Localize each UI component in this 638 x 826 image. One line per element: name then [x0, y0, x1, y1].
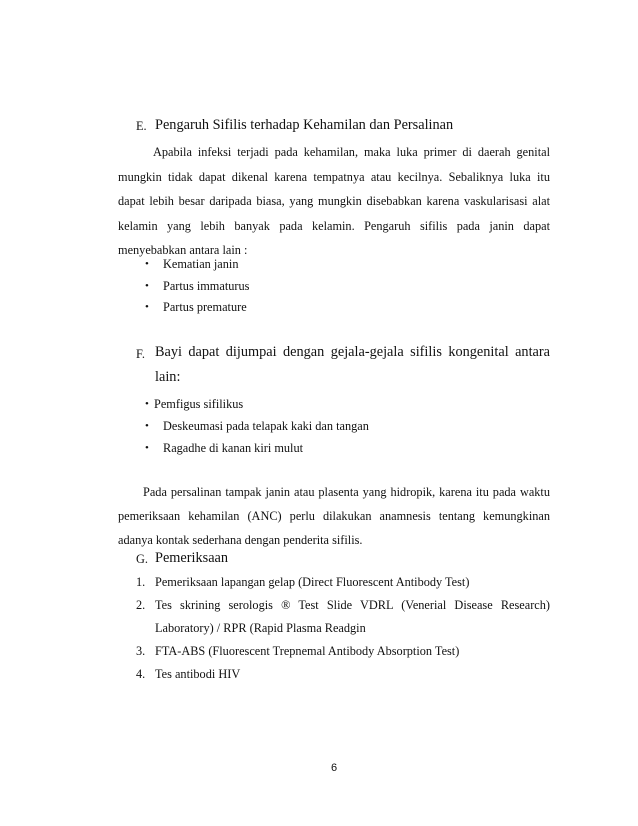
- bullet-icon: •: [145, 442, 149, 454]
- section-g-letter: G.: [136, 552, 148, 566]
- list-item: Ragadhe di kanan kiri mulut: [163, 441, 304, 455]
- list-item: Partus premature: [163, 300, 247, 314]
- list-item: Partus immaturus: [163, 279, 250, 293]
- bullet-icon: •: [145, 258, 149, 270]
- section-e-title: Pengaruh Sifilis terhadap Kehamilan dan Persalinan: [155, 117, 454, 133]
- section-e-letter: E.: [136, 119, 147, 133]
- section-g-title: Pemeriksaan: [155, 550, 229, 566]
- page-number: 6: [331, 762, 338, 774]
- bullet-icon: •: [145, 301, 149, 313]
- section-f-letter: F.: [136, 347, 145, 361]
- section-f-paragraph-line: pemeriksaan kehamilan (ANC) perlu dilakukan anamnesis tentang kemungkinan: [118, 509, 550, 523]
- section-f-paragraph-line: adanya kontak sederhana dengan penderita sifilis.: [118, 533, 363, 547]
- list-item: Pemfigus sifilikus: [154, 397, 244, 411]
- section-f-paragraph-line: Pada persalinan tampak janin atau plasenta yang hidropik, karena itu pada waktu: [143, 485, 550, 499]
- list-item: Kematian janin: [163, 257, 239, 271]
- numbered-item-text: FTA-ABS (Fluorescent Trepnemal Antibody Absorption Test): [155, 644, 460, 658]
- section-e-paragraph-line: menyebabkan antara lain :: [118, 243, 248, 257]
- section-f-title-line: lain:: [155, 369, 181, 385]
- section-f-title-line: Bayi dapat dijumpai dengan gejala-gejala sifilis kongenital antara: [155, 344, 550, 360]
- bullet-icon: •: [145, 398, 149, 410]
- numbered-item-text: Tes antibodi HIV: [155, 667, 241, 681]
- numbered-item-text: Tes skrining serologis ® Test Slide VDRL (Venerial Disease Research): [155, 598, 550, 612]
- bullet-icon: •: [145, 420, 149, 432]
- numbered-item-number: 1.: [136, 575, 146, 589]
- section-e-paragraph-line: Apabila infeksi terjadi pada kehamilan, maka luka primer di daerah genital: [153, 145, 550, 159]
- numbered-item-number: 3.: [136, 644, 146, 658]
- numbered-item-text: Pemeriksaan lapangan gelap (Direct Fluorescent Antibody Test): [155, 575, 470, 589]
- section-e-paragraph-line: mungkin tidak dapat dikenal karena tempatnya atau kecilnya. Sebaliknya luka itu: [118, 170, 550, 184]
- numbered-item-number: 2.: [136, 598, 146, 612]
- numbered-item-text: Laboratory) / RPR (Rapid Plasma Readgin: [155, 621, 366, 635]
- section-e-paragraph-line: kelamin yang lebih banyak pada kelamin. Pengaruh sifilis pada janin dapat: [118, 219, 550, 233]
- bullet-icon: •: [145, 280, 149, 292]
- section-e-paragraph-line: dapat lebih besar daripada biasa, yang mungkin disebabkan karena vaskularisasi alat: [118, 194, 550, 208]
- list-item: Deskeumasi pada telapak kaki dan tangan: [163, 419, 369, 433]
- numbered-item-number: 4.: [136, 667, 146, 681]
